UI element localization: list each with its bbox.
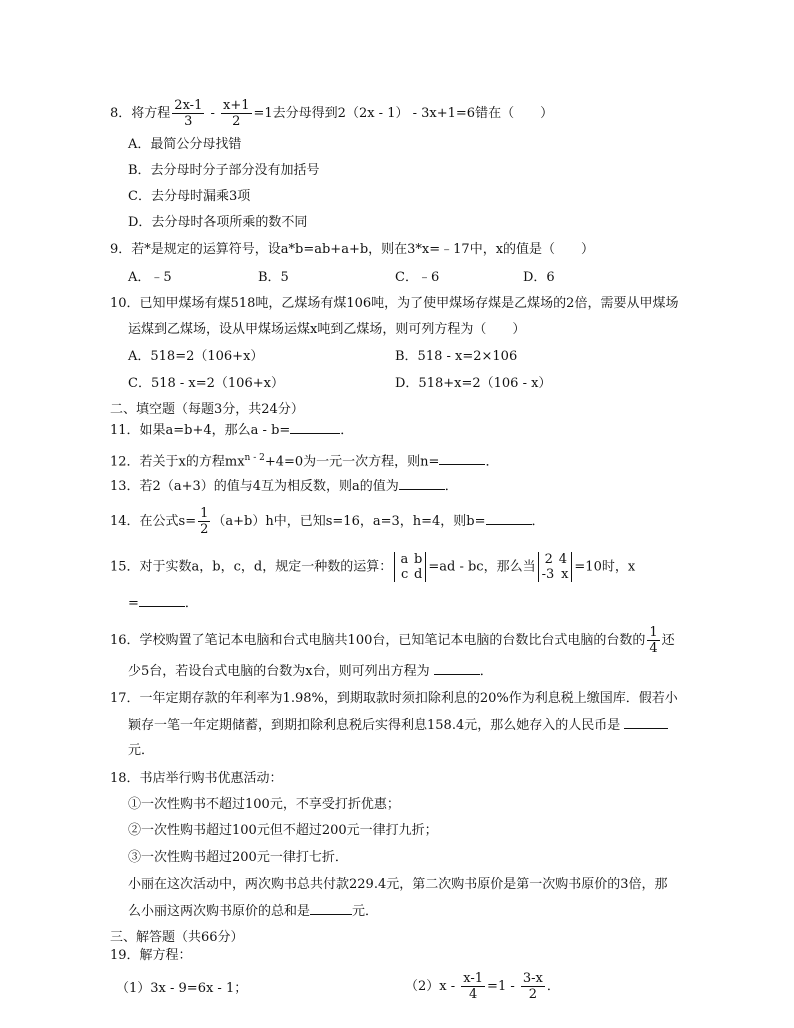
question-8-option-c: C．去分母时漏乘3项 [128, 189, 251, 204]
exponent: n - 2 [244, 453, 265, 463]
question-number: 8． [110, 106, 132, 121]
question-9-stem: 9．若*是规定的运算符号，设a*b=ab+a+b，则在3*x=﹣17中，x的值是（ ） [110, 242, 595, 257]
question-10-option-b: B．518 - x=2×106 [395, 349, 518, 364]
answer-blank[interactable] [439, 452, 485, 465]
question-9-option-c: C．﹣6 [395, 270, 440, 285]
question-8-option-a: A．最简公分母找错 [128, 137, 242, 152]
section-heading-fill-in: 二、填空题（每题3分，共24分） [110, 402, 304, 417]
question-19-part-1: （1）3x - 9=6x - 1； [116, 981, 248, 996]
section-heading-solve: 三、解答题（共66分） [110, 930, 244, 945]
question-18-body-line1: 小丽在这次活动中，两次购书总共付款229.4元，第二次购书原价是第一次购书原价的3倍，那 [128, 877, 668, 892]
question-19-part-2: （2）x - $\frac{x-1}{4}$ =1 - $\frac{3-x}{2}$ ． [405, 971, 560, 1002]
answer-blank[interactable] [486, 512, 532, 525]
question-13: 13．若2（a+3）的值与4互为相反数，则a的值为 ． [110, 479, 458, 494]
question-10-option-c: C．518 - x=2（106+x） [128, 376, 284, 391]
question-18-rule-3: ③一次性购书超过200元一律打七折． [128, 850, 348, 865]
answer-blank[interactable] [290, 421, 340, 434]
fraction: $\frac{x+1}{2}$ [223, 98, 250, 129]
question-19-stem: 19．解方程： [110, 948, 192, 963]
question-9-option-b: B．5 [258, 270, 289, 285]
question-11: 11．如果a=b+4，那么a - b= ． [110, 423, 354, 438]
answer-blank[interactable] [139, 594, 185, 607]
question-10-option-d: D．518+x=2（106 - x） [395, 376, 552, 391]
question-8-option-d: D．去分母时各项所乘的数不同 [128, 215, 308, 230]
question-15-line2: = ． [128, 596, 198, 611]
question-14: 14．在公式s= $\frac{1}{2}$ （a+b）h中，已知s=16，a=3，h=4，则b= ． [110, 506, 545, 537]
question-17-line1: 17．一年定期存款的年利率为1.98%，到期取款时须扣除利息的20%作为利息税上缴国库．假若小 [110, 691, 678, 706]
determinant: a b c d [394, 552, 426, 582]
fraction: $\frac{1}{2}$ [200, 506, 209, 537]
fraction: $\frac{x-1}{4}$ [463, 971, 484, 1002]
determinant: 2 4 -3 x [538, 552, 573, 582]
question-18-body-line2: 么小丽这两次购书原价的总和是 元． [128, 904, 379, 919]
fraction: $\frac{2x-1}{3}$ [174, 98, 203, 129]
fraction: $\frac{1}{4}$ [649, 625, 658, 656]
question-15-line1: 15．对于实数a，b，c，d，规定一种数的运算： a b c d =ad - bc，那么当 2 4 -3 x =10时，x [110, 552, 636, 582]
question-10-option-a: A．518=2（106+x） [128, 349, 264, 364]
answer-blank[interactable] [624, 716, 668, 729]
fraction: $\frac{3-x}{2}$ [522, 971, 543, 1002]
question-16-line2: 少5台，若设台式电脑的台数为x台，则可列出方程为 ． [128, 664, 493, 679]
question-12: 12．若关于x的方程$mx^{n - 2}+4=0$为一元一次方程，则n= ． [110, 453, 499, 470]
question-8-stem: 8．将方程 $\frac{2x-1}{3}$ - $\frac{x+1}{2}$ =1去分母得到2（2x - 1） - 3x+1=6错在（ ） [110, 98, 554, 129]
answer-blank[interactable] [310, 902, 352, 915]
question-10-stem-line2: 运煤到乙煤场，设从甲煤场运煤x吨到乙煤场，则可列方程为（ ） [128, 322, 526, 337]
stem-text: 将方程 [131, 106, 171, 121]
question-16-line1: 16．学校购置了笔记本电脑和台式电脑共100台，已知笔记本电脑的台数比台式电脑的台数的 $\frac{1}{4}$ 还 [110, 625, 675, 656]
question-18-stem: 18．书店举行购书优惠活动： [110, 771, 283, 786]
question-18-rule-1: ①一次性购书不超过100元，不享受打折优惠； [128, 797, 400, 812]
question-8-option-b: B．去分母时分子部分没有加括号 [128, 163, 320, 178]
answer-blank[interactable] [434, 662, 480, 675]
question-18-rule-2: ②一次性购书超过100元但不超过200元一律打九折； [128, 823, 438, 838]
stem-text: =1去分母得到2（2x - 1） - 3x+1=6错在（ ） [253, 106, 554, 121]
answer-blank[interactable] [399, 477, 445, 490]
question-9-option-d: D．6 [523, 270, 555, 285]
question-10-stem-line1: 10．已知甲煤场有煤518吨，乙煤场有煤106吨，为了使甲煤场存煤是乙煤场的2倍，需要从甲煤场 [110, 296, 679, 311]
question-9-option-a: A．﹣5 [128, 270, 172, 285]
question-17-line2: 颖存一笔一年定期储蓄，到期扣除利息税后实得利息158.4元，那么她存入的人民币是 [128, 716, 668, 735]
question-17-line3: 元． [128, 743, 155, 758]
